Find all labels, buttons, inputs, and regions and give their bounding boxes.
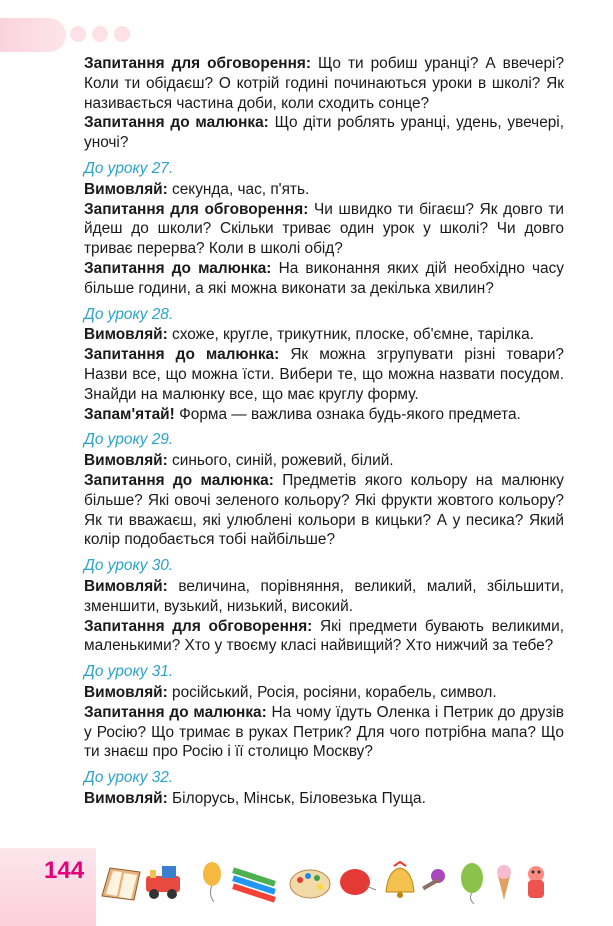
leaf-balloon-icon [461,863,483,904]
paragraph [84,259,564,299]
paragraph [84,180,564,200]
paragraph [84,703,564,762]
apple-icon [340,869,376,895]
lesson-title: До уроку 29. [84,431,174,449]
toy-icon [528,866,544,898]
paragraph [84,451,564,471]
decor-dot [92,26,108,42]
item-text: На чому їдуть Оленка і Петрик до друзів у Росію? Що тримає в руках Петрик? Для чого потрібна мапа? Що ти знаєш про Росію і її столицю Москву? [84,703,564,761]
paragraph [84,577,564,617]
item-label: Запитання до малюнка: [84,703,267,721]
item-label: Вимовляй: [84,683,168,701]
item-text: схоже, кругле, трикутник, плоске, об'ємне, тарілка. [172,326,534,344]
item-label: Вимовляй: [84,180,168,198]
item-text: Які предмети бувають великими, маленькими? Хто у твоєму класі найвищий? Хто нижчий за тебе? [84,617,564,655]
item-text: Білорусь, Мінськ, Біловезька Пуща. [172,789,426,807]
item-label: Запитання до малюнка: [84,471,274,489]
lesson-title: До уроку 31. [84,663,174,681]
item-label: Запитання до малюнка: [84,346,280,364]
bell-icon [386,862,414,898]
paragraph [84,683,564,703]
lesson-section [84,556,564,656]
item-text: секунда, час, п'ять. [172,180,310,198]
paragraph [84,345,564,404]
item-label: Вимовляй: [84,789,168,807]
paragraph [84,405,564,425]
palette-icon [290,870,330,898]
paragraph [84,200,564,259]
item-label: Вимовляй: [84,577,168,595]
intro-block [84,54,564,153]
ice-cream-icon [497,865,511,900]
lesson-title: До уроку 28. [84,305,174,323]
item-text: Предметів якого кольору на малюнку більше? Які овочі зеленого кольору? Які фрукти жовтого кольору? Як ти вважаєш, які улюблені кольори в кицьки? А у песика? Який колір подобається тобі найбільше? [84,471,564,549]
lesson-section [84,768,564,809]
lesson-section [84,305,564,425]
item-text: величина, порівняння, великий, малий, збільшити, зменшити, вузький, низький, високий. [84,577,564,615]
paragraph [84,471,564,550]
balloon-icon [203,862,221,902]
lesson-title: До уроку 27. [84,159,174,177]
pencils-icon [232,867,276,902]
question-label: Запитання до малюнка: [84,114,269,132]
item-text: Чи швидко ти бігаєш? Як довго ти йдеш до школи? Скільки триває один урок у школі? Чи довго триває перерва? Коли в школі обід? [84,200,564,258]
rattle-icon [422,869,445,890]
lesson-section [84,159,564,299]
item-label: Вимовляй: [84,452,168,470]
top-decor-band [0,18,66,52]
paragraph [84,617,564,657]
item-text: Форма — важлива ознака будь-якого предмета. [179,405,521,423]
paragraph [84,113,564,153]
lesson-title: До уроку 32. [84,769,174,787]
item-label: Запам'ятай! [84,405,175,423]
page-content [84,54,564,809]
item-label: Вимовляй: [84,326,168,344]
item-text: російський, Росія, росіяни, корабель, символ. [172,683,497,701]
decor-dot [114,26,130,42]
train-icon [146,866,180,899]
question-label: Запитання для обговорення: [84,55,311,72]
question-text: Що діти роблять уранці, удень, увечері, уночі? [84,114,565,152]
item-label: Запитання для обговорення: [84,617,313,635]
item-text: Як можна згрупувати різні товари? Назви все, що можна їсти. Вибери те, що можна назвати посудом. Знайди на малюнку все, що має круглу форму. [84,346,564,403]
lesson-section [84,662,564,762]
decor-dot [70,26,86,42]
question-text: Що ти робиш уранці? А ввечері? Коли ти обідаєш? О котрій годині починаються уроки в школі? Як називається частина доби, коли сходить сонце? [84,55,565,112]
item-text: На виконання яких дій необхідно часу більше години, а які можна виконати за декілька хвилин? [84,259,565,297]
lesson-title: До уроку 30. [84,557,174,575]
paragraph [84,789,564,809]
decor-strip [100,856,570,904]
page-number: 144 [44,857,85,884]
item-label: Запитання до малюнка: [84,259,272,277]
paragraph [84,325,564,345]
paragraph [84,54,564,113]
book-icon [102,868,140,900]
item-label: Запитання для обговорення: [84,200,309,218]
item-text: синього, синій, рожевий, білий. [172,452,394,470]
lesson-section [84,430,564,550]
